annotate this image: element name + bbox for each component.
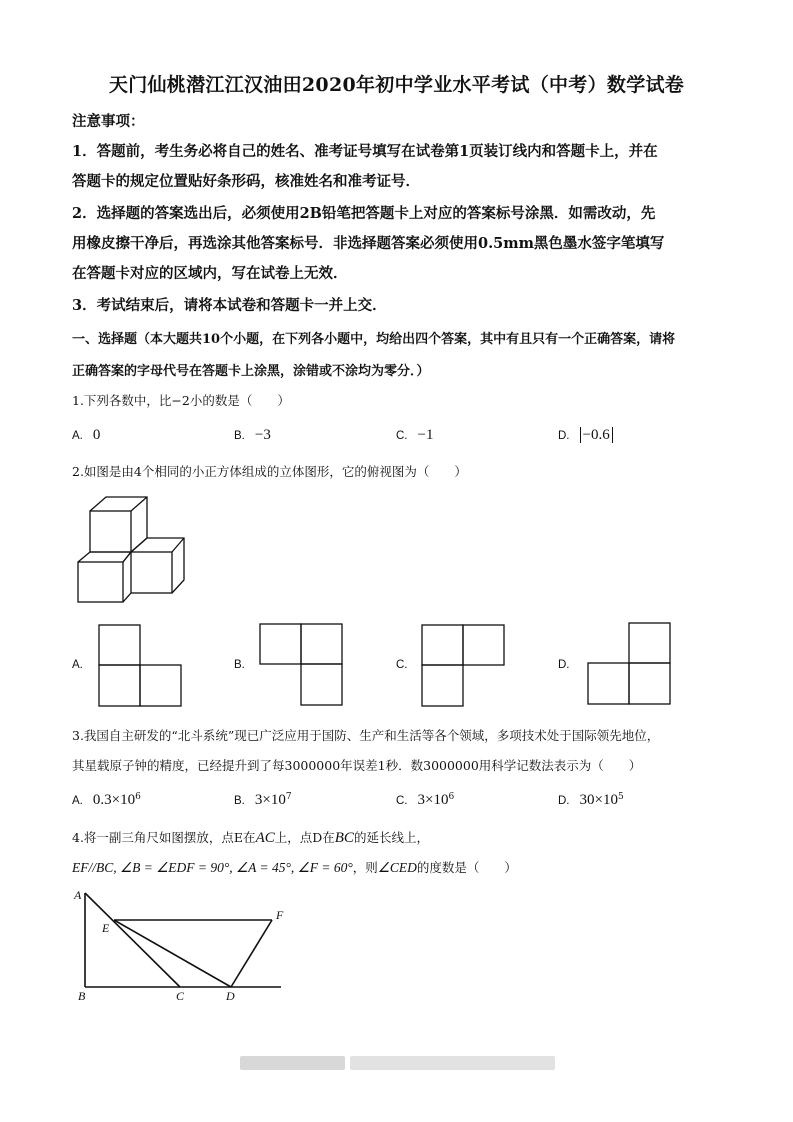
label-point-b: B: [78, 989, 86, 1003]
option-coefficient: 30×10: [579, 792, 618, 808]
q4-segment-ac-text: AC: [255, 830, 275, 846]
q4-text: 的延长线上，: [353, 830, 429, 845]
label-point-a: A: [74, 888, 82, 902]
question-3-line-2: 其星载原子钟的精度，已经提升到了每3000000年误差1秒．数3000000用科学记数法表示为（ ）: [72, 758, 642, 773]
option-exponent: 6: [135, 792, 141, 802]
option-coefficient: 0.3×10: [92, 792, 136, 808]
option-label: B.: [234, 430, 245, 442]
option-value: 0: [92, 427, 101, 443]
q4-text: 4.将一副三角尺如图摆放，点E在: [72, 830, 256, 845]
label-point-d: D: [226, 989, 235, 1003]
option-exponent: 5: [617, 792, 624, 802]
option-exponent: 7: [285, 792, 292, 802]
notice-line-5: 在答题卡对应的区域内，写在试卷上无效．: [72, 265, 348, 282]
page-title: 天门仙桃潜江江汉油田2020年初中学业水平考试（中考）数学试卷: [108, 74, 685, 96]
option-label: C.: [396, 430, 408, 442]
q4-conditions-text: EF//BC, ∠B = ∠EDF = 90°, ∠A = 45°, ∠F = 60°: [72, 860, 353, 875]
option-label: D.: [558, 659, 570, 671]
option-coefficient: 3×10: [254, 792, 286, 808]
notice-line-1: 1．答题前，考生务必将自己的姓名、准考证号填写在试卷第1页装订线内和答题卡上，并在: [72, 143, 658, 160]
option-label: B.: [234, 795, 245, 807]
q4-text: 上，点D在: [274, 830, 335, 845]
option-label: D.: [558, 795, 570, 807]
option-label: D.: [558, 430, 570, 442]
option-label: A.: [72, 659, 83, 671]
option-value: −3: [254, 427, 271, 443]
notice-line-4: 用橡皮擦干净后，再选涂其他答案标号．非选择题答案必须使用0.5mm黑色墨水签字笔填写: [72, 235, 665, 252]
notice-line-2: 答题卡的规定位置贴好条形码，核准姓名和准考证号．: [72, 173, 420, 190]
option-label: A.: [72, 430, 83, 442]
q4-text: 的度数是（ ）: [416, 860, 517, 875]
option-label: A.: [72, 795, 83, 807]
blurred-footer-right: [350, 1056, 555, 1070]
option-coefficient: 3×10: [417, 792, 449, 808]
notice-line-6: 3．考试结束后，请将本试卷和答题卡一并上交．: [72, 297, 387, 314]
notice-line-3: 2．选择题的答案选出后，必须使用2B铅笔把答题卡上对应的答案标号涂黑．如需改动，先: [72, 205, 656, 222]
question-1-stem: 1.下列各数中，比−2小的数是（ ）: [72, 393, 290, 408]
option-label: C.: [396, 795, 408, 807]
question-2-stem: 2.如图是由4个相同的小正方体组成的立体图形，它的俯视图为（ ）: [72, 464, 467, 479]
section-instruction-line-2: 正确答案的字母代号在答题卡上涂黑，涂错或不涂均为零分．）: [72, 364, 430, 379]
section-instruction-line-1: 一、选择题（本大题共10个小题，在下列各小题中，均给出四个答案，其中有且只有一个正确答案，请将: [72, 332, 676, 347]
label-point-c: C: [176, 989, 185, 1003]
blurred-footer-left: [240, 1056, 345, 1070]
question-3-line-1: 3.我国自主研发的“北斗系统”现已广泛应用于国防、生产和生活等各个领域，多项技术处于国际领先地位，: [72, 728, 660, 743]
notice-heading: 注意事项：: [72, 113, 145, 130]
q4-angle-ced-text: ∠CED: [377, 860, 417, 875]
label-point-f: F: [276, 908, 284, 922]
label-point-e: E: [102, 921, 110, 935]
option-value: −0.6: [580, 427, 613, 443]
option-label: C.: [396, 659, 408, 671]
q4-segment-bc-text: BC: [334, 830, 354, 846]
option-value: −1: [417, 427, 434, 443]
q4-text: ，则: [352, 860, 378, 875]
option-label: B.: [234, 659, 245, 671]
option-exponent: 6: [448, 792, 455, 802]
